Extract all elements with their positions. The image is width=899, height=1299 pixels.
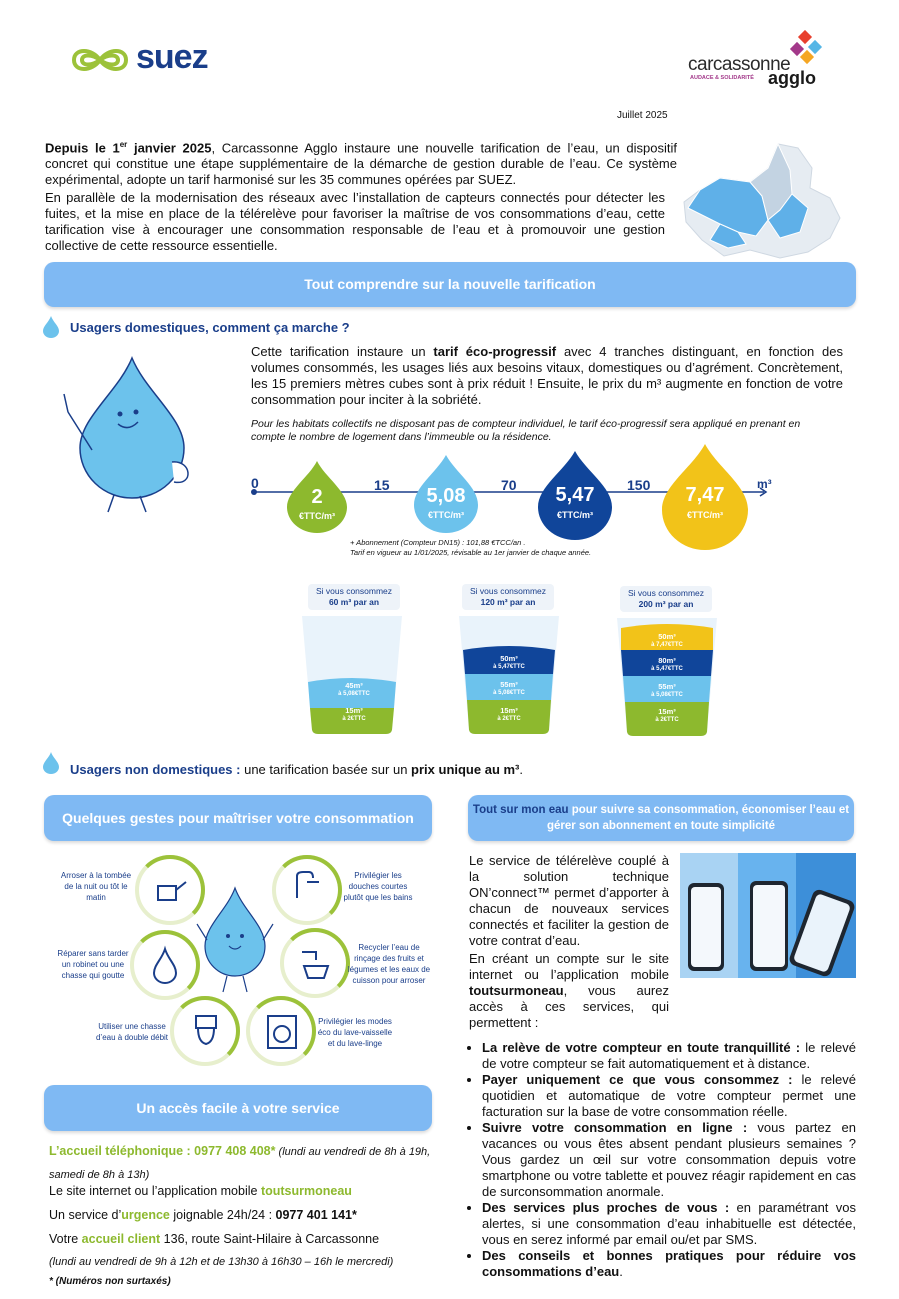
price-unit-4: €TTC/m³ bbox=[687, 510, 723, 520]
intro-paragraph-2: En parallèle de la modernisation des réseaux avec l’installation de capteurs connectés pour détecter les fuites, et la mise en place de la télérelève pour favoriser la maîtrise de vos consommations d’eau, cette tarification vise à encourager une consommation responsable de l’eau et à promouvoir une gestion collective de cette ressource essentielle. bbox=[45, 190, 665, 253]
tsme-bullet: • Suivre votre consommation en ligne : vous partez en vacances ou vous êtes absent pendant plusieurs semaines ? Vous gardez un œil sur votre consommation depuis votre smartphone ou votre tablette et pouvez réagir rapidement en cas de surconsommation anormale. bbox=[482, 1120, 856, 1200]
watering-can-icon bbox=[150, 870, 190, 910]
tariff-validity-note: Tarif en vigueur au 1/01/2025, révisable au 1er janvier de chaque année. bbox=[350, 548, 592, 557]
scale-tick-15: 15 bbox=[374, 477, 390, 493]
tip-4: Recycler l’eau de rinçage des fruits et légumes et les eaux de cuisson pour arroser bbox=[347, 943, 431, 985]
glass-3-seg-3: 55m³ à 5,08€TTC bbox=[651, 682, 683, 698]
scale-tick-unit: m³ bbox=[757, 477, 772, 491]
subscription-note: + Abonnement (Compteur DN15) : 101,88 €TCC/an . bbox=[350, 538, 526, 547]
tsme-bullet-list bbox=[468, 1040, 856, 1280]
domestic-paragraph: Cette tarification instaure un tarif éco-progressif avec 4 tranches distinguant, en fonction des volumes consommés, les usages liés aux besoins vitaux, domestiques ou d’agrément. Concrètement, les 15 premiers mètres cubes sont à prix réduit ! Ensuite, le prix du m³ augmente en fonction de votre consommation pour inciter à la sobriété. bbox=[251, 344, 843, 407]
domestic-heading: Usagers domestiques, comment ça marche ? bbox=[70, 320, 350, 335]
acces-phone: L’accueil téléphonique : 0977 408 408* (lundi au vendredi de 8h à 19h, samedi de 8h à 13h) bbox=[49, 1144, 431, 1181]
glass-2-label: Si vous consommez 120 m³ par an bbox=[462, 584, 554, 610]
glass-3-label: Si vous consommez 200 m³ par an bbox=[620, 586, 712, 612]
price-value-1: 2 bbox=[311, 486, 323, 508]
faucet-basin-icon bbox=[296, 944, 336, 984]
water-drop-icon bbox=[43, 316, 59, 338]
price-value-3: 5,47 bbox=[555, 484, 595, 506]
scale-tick-150: 150 bbox=[627, 477, 651, 493]
tip-1: Arroser à la tombée de la nuit ou tôt le matin bbox=[60, 871, 132, 902]
price-value-4: 7,47 bbox=[685, 484, 725, 506]
tsme-bullet: • Des services plus proches de vous : en paramétrant vos alertes, si une consommation d’eau inhabituelle est détectée, vous en serez informé par email ou/et par SMS. bbox=[482, 1200, 856, 1248]
shower-icon bbox=[287, 868, 327, 908]
tsme-bullet: • Payer uniquement ce que vous consommez : le relevé quotidien et automatique de votre compteur permet une facturation sur la base de votre consommation réelle. bbox=[482, 1072, 856, 1120]
banner-tsme: Tout sur mon eau pour suivre sa consommation, économiser l’eau et gérer son abonnement en toute simplicité bbox=[468, 795, 854, 841]
water-drop-mascot bbox=[62, 350, 202, 515]
price-unit-1: €TTC/m³ bbox=[299, 511, 335, 521]
scale-tick-0: 0 bbox=[251, 475, 259, 491]
tip-3: Réparer sans tarder un robinet ou une chasse qui goutte bbox=[57, 949, 129, 980]
banner-tarification: Tout comprendre sur la nouvelle tarification bbox=[44, 262, 856, 307]
intro-paragraph-1: Depuis le 1er janvier 2025, Carcassonne Agglo instaure une nouvelle tarification de l’eau, un dispositif concret qui constitue une étape supplémentaire de la démarche de gestion durable de l’eau. Ce système expérimental, adopte un tarif harmonisé sur les 35 communes opérées par SUEZ. bbox=[45, 140, 677, 188]
banner-acces: Un accès facile à votre service bbox=[44, 1085, 432, 1131]
tsme-paragraph-1: Le service de télérelève couplé à la solution technique ON’connect™ permet d’apporter à chacun de nouveaux services connectés et faciliter la gestion de votre contrat d’eau. bbox=[469, 853, 669, 948]
water-drop-icon bbox=[43, 752, 59, 774]
glass-3-seg-4: 15m³ à 2€TTC bbox=[655, 707, 679, 723]
suez-logo bbox=[70, 38, 230, 82]
banner-gestes: Quelques gestes pour maîtriser votre consommation bbox=[44, 795, 432, 841]
tsme-bullet: • La relève de votre compteur en toute tranquillité : le relevé de votre compteur se fait automatiquement et à distance. bbox=[482, 1040, 856, 1072]
domestic-collective-note: Pour les habitats collectifs ne disposant pas de compteur individuel, le tarif éco-progressif sera appliqué en prenant en compte le nombre de logement dans l’immeuble ou la résidence. bbox=[251, 418, 801, 443]
acces-accueil: Votre accueil client 136, route Saint-Hilaire à Carcassonne bbox=[49, 1232, 380, 1246]
acces-web: Le site internet ou l’application mobile toutsurmoneau bbox=[49, 1184, 352, 1198]
document-date: Juillet 2025 bbox=[617, 110, 668, 121]
suez-swirl-icon bbox=[70, 40, 132, 80]
toilet-icon bbox=[186, 1010, 226, 1050]
washing-machine-icon bbox=[262, 1012, 302, 1052]
drop-outline-icon bbox=[150, 945, 180, 985]
acces-urgence: Un service d’urgence joignable 24h/24 : 0977 401 141* bbox=[49, 1208, 357, 1222]
glass-3-seg-2: 80m³ à 5,47€TTC bbox=[651, 656, 683, 672]
price-unit-2: €TTC/m³ bbox=[428, 510, 464, 520]
suez-wordmark: suez bbox=[136, 38, 208, 76]
nondomestic-line: Usagers non domestiques : une tarification basée sur un prix unique au m³. bbox=[70, 762, 524, 777]
tip-5: Utiliser une chasse d’eau à double débit bbox=[95, 1022, 169, 1042]
glass-2-seg-3: 15m³ à 2€TTC bbox=[497, 706, 521, 722]
agglo-tagline: AUDACE & SOLIDARITÉ bbox=[690, 75, 754, 81]
scale-tick-70: 70 bbox=[501, 477, 517, 493]
agglo-wordmark-main: carcassonne bbox=[688, 54, 791, 75]
glass-2-seg-1: 50m³ à 5,47€TTC bbox=[493, 654, 525, 670]
carcassonne-agglo-logo bbox=[686, 30, 846, 90]
agglo-diamonds-icon bbox=[786, 30, 826, 70]
tsme-bullet: • Des conseils et bonnes pratiques pour réduire vos consommations d’eau. bbox=[482, 1248, 856, 1280]
glass-3-seg-1: 50m³ à 7,47€TTC bbox=[651, 632, 683, 648]
price-value-2: 5,08 bbox=[426, 485, 466, 507]
territory-map bbox=[680, 140, 850, 262]
tip-2: Privilégier les douches courtes plutôt que les bains bbox=[343, 871, 413, 902]
tsme-paragraph-2: En créant un compte sur le site internet ou l’application mobile toutsurmoneau, vous aurez accès à ces services, qui permettent : bbox=[469, 951, 669, 1030]
glass-1-label: Si vous consommez 60 m³ par an bbox=[308, 584, 400, 610]
agglo-wordmark-sub: agglo bbox=[768, 68, 816, 88]
glass-1-seg-1: 45m³ à 5,08€TTC bbox=[338, 681, 370, 697]
acces-footnote: * (Numéros non surtaxés) bbox=[49, 1276, 171, 1287]
glass-2-seg-2: 55m³ à 5,08€TTC bbox=[493, 680, 525, 696]
acces-hours: (lundi au vendredi de 9h à 12h et de 13h30 à 16h30 – 16h le mercredi) bbox=[49, 1256, 394, 1268]
price-unit-3: €TTC/m³ bbox=[557, 510, 593, 520]
glass-1-seg-2: 15m³ à 2€TTC bbox=[342, 706, 366, 722]
tip-6: Privilégier les modes éco du lave-vaisselle et du lave-linge bbox=[317, 1017, 393, 1048]
gestes-mascot bbox=[195, 880, 275, 995]
app-screenshots bbox=[680, 853, 856, 978]
